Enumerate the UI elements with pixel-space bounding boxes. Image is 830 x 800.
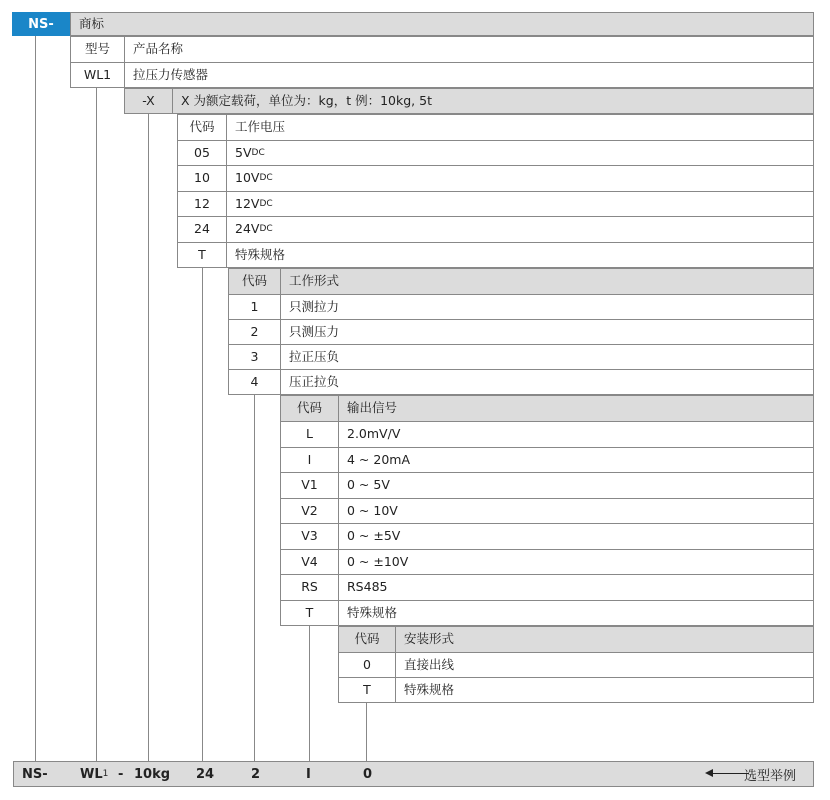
trademark-header [70, 12, 814, 36]
mode-name: 只测压力 [289, 323, 340, 339]
example-load: 10kg [134, 766, 171, 782]
model-table [70, 36, 814, 88]
model-code: WL1 [83, 67, 112, 83]
example-mode: 2 [251, 766, 261, 782]
signal-code-header: 代码 [281, 396, 338, 421]
example-dash: - [118, 766, 124, 782]
voltage-code: 05 [194, 145, 210, 161]
voltage-value: 特殊规格 [235, 246, 286, 262]
trademark-label: 商标 [79, 15, 105, 31]
signal-code: L [306, 426, 313, 442]
voltage-code: 12 [194, 195, 210, 211]
signal-name: 0 ~ 10V [347, 502, 398, 518]
model-name-header: 产品名称 [133, 41, 184, 57]
connector-line [202, 268, 203, 761]
connector-line [254, 395, 255, 761]
mode-code: 4 [250, 373, 259, 389]
capacity-desc: X 为额定载荷，单位为：kg，t 例：10kg, 5t [181, 92, 432, 108]
signal-code: I [307, 451, 312, 467]
voltage-code: 10 [194, 170, 210, 186]
capacity-row [124, 88, 814, 114]
mount-table [338, 626, 814, 703]
mount-code: 0 [363, 656, 371, 672]
voltage-value: 10V DC [235, 170, 273, 186]
mount-code: T [363, 681, 371, 697]
left-arrow-icon [707, 773, 749, 774]
example-voltage: 24 [196, 766, 215, 782]
capacity-code: -X [142, 92, 155, 108]
mode-code: 3 [250, 348, 259, 364]
signal-name: 特殊规格 [347, 604, 398, 620]
mount-name-header: 安装形式 [396, 627, 813, 652]
voltage-table [177, 114, 814, 268]
mode-name-header: 工作形式 [281, 269, 813, 294]
mount-name: 直接出线 [404, 656, 455, 672]
mode-code: 2 [250, 323, 259, 339]
mount-code-header: 代码 [339, 627, 395, 652]
example-mount: 0 [363, 766, 373, 782]
connector-line [96, 88, 97, 761]
model-code-header: 型号 [84, 41, 110, 57]
model-name: 拉压力传感器 [133, 67, 209, 83]
mode-name: 只测拉力 [289, 298, 340, 314]
signal-name: 4 ~ 20mA [347, 451, 411, 467]
voltage-code: T [198, 246, 206, 262]
connector-line [148, 114, 149, 761]
example-model: WL 1 [80, 766, 109, 782]
connector-line [366, 703, 367, 761]
signal-code: V3 [301, 528, 318, 544]
example-signal: I [306, 766, 311, 782]
signal-name: 0 ~ ±5V [347, 528, 401, 544]
example-label: 选型举例 [744, 768, 797, 784]
voltage-name-header: 工作电压 [235, 119, 286, 135]
voltage-code-header: 代码 [189, 119, 215, 135]
voltage-value: 12V DC [235, 195, 273, 211]
voltage-value: 5V DC [235, 145, 265, 161]
mode-table [228, 268, 814, 395]
signal-code: V1 [301, 477, 318, 493]
mode-code: 1 [250, 298, 259, 314]
mount-name: 特殊规格 [404, 681, 455, 697]
signal-name: 2.0mV/V [347, 426, 401, 442]
mode-name: 拉正压负 [289, 348, 340, 364]
mode-name: 压正拉负 [289, 373, 340, 389]
signal-code: RS [301, 579, 318, 595]
example-row [13, 761, 814, 787]
signal-code: V4 [301, 553, 318, 569]
connector-line [309, 626, 310, 761]
signal-table [280, 395, 814, 626]
signal-name: 0 ~ 5V [347, 477, 390, 493]
voltage-value: 24V DC [235, 221, 273, 237]
example-ns: NS- [22, 766, 48, 782]
voltage-code: 24 [194, 221, 210, 237]
brand-prefix-badge: NS- [12, 12, 70, 36]
signal-code: T [305, 604, 314, 620]
signal-name: 0 ~ ±10V [347, 553, 409, 569]
signal-name-header: 输出信号 [339, 396, 813, 421]
signal-name: RS485 [347, 579, 388, 595]
connector-line [35, 36, 36, 761]
mode-code-header: 代码 [229, 269, 280, 294]
signal-code: V2 [301, 502, 318, 518]
